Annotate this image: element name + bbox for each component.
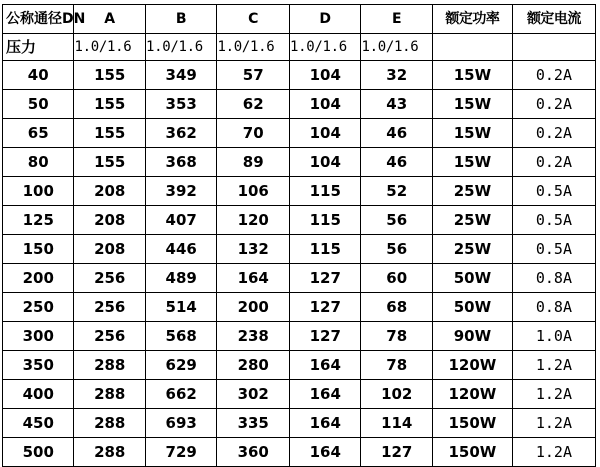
cell-e: 32 [361,61,432,90]
table-row [3,380,596,409]
cell-e: 68 [361,293,432,322]
cell-c: 120 [217,206,290,235]
pressure-row [3,34,596,61]
cell-b: 446 [145,235,216,264]
cell-c: 57 [217,61,290,90]
cell-dn: 40 [3,61,74,90]
cell-d: 115 [290,206,361,235]
cell-power: 25W [432,235,512,264]
cell-dn: 100 [3,177,74,206]
cell-d: 104 [290,119,361,148]
cell-a: 288 [74,438,145,467]
cell-dn: 300 [3,322,74,351]
cell-e: 56 [361,206,432,235]
cell-d: 164 [290,409,361,438]
cell-c: 302 [217,380,290,409]
cell-current: 1.2A [512,409,595,438]
table-row [3,438,596,467]
cell-b: 362 [145,119,216,148]
pressure-power [432,34,512,61]
spec-table [2,4,596,467]
cell-a: 155 [74,61,145,90]
cell-c: 89 [217,148,290,177]
cell-current: 0.2A [512,61,595,90]
cell-e: 114 [361,409,432,438]
cell-dn: 450 [3,409,74,438]
header-d: D [290,5,361,34]
cell-dn: 400 [3,380,74,409]
cell-a: 155 [74,90,145,119]
header-current: 额定电流 [512,5,595,34]
cell-power: 50W [432,293,512,322]
header-b: B [145,5,216,34]
cell-d: 127 [290,264,361,293]
cell-c: 335 [217,409,290,438]
cell-power: 25W [432,177,512,206]
header-e: E [361,5,432,34]
cell-power: 120W [432,351,512,380]
cell-power: 90W [432,322,512,351]
header-a: A [74,5,145,34]
cell-c: 70 [217,119,290,148]
cell-b: 349 [145,61,216,90]
cell-d: 164 [290,380,361,409]
cell-dn: 500 [3,438,74,467]
cell-b: 729 [145,438,216,467]
pressure-e: 1.0/1.6 [361,34,432,61]
cell-d: 104 [290,148,361,177]
cell-power: 25W [432,206,512,235]
cell-d: 127 [290,293,361,322]
cell-e: 46 [361,119,432,148]
cell-current: 1.0A [512,322,595,351]
table-row [3,235,596,264]
cell-current: 0.2A [512,119,595,148]
cell-a: 288 [74,351,145,380]
cell-c: 106 [217,177,290,206]
cell-e: 56 [361,235,432,264]
cell-b: 353 [145,90,216,119]
cell-a: 256 [74,322,145,351]
cell-b: 407 [145,206,216,235]
cell-current: 1.2A [512,380,595,409]
cell-c: 132 [217,235,290,264]
table-row [3,119,596,148]
table-row [3,264,596,293]
cell-dn: 350 [3,351,74,380]
table-row [3,148,596,177]
cell-a: 288 [74,380,145,409]
cell-e: 52 [361,177,432,206]
cell-c: 200 [217,293,290,322]
cell-e: 78 [361,322,432,351]
cell-e: 60 [361,264,432,293]
cell-power: 15W [432,148,512,177]
cell-b: 514 [145,293,216,322]
cell-e: 78 [361,351,432,380]
cell-c: 238 [217,322,290,351]
table-row [3,61,596,90]
cell-current: 1.2A [512,351,595,380]
header-row [3,5,596,34]
cell-b: 489 [145,264,216,293]
pressure-b: 1.0/1.6 [145,34,216,61]
cell-power: 120W [432,380,512,409]
cell-e: 102 [361,380,432,409]
cell-a: 288 [74,409,145,438]
cell-current: 1.2A [512,438,595,467]
table-row [3,177,596,206]
pressure-a: 1.0/1.6 [74,34,145,61]
cell-power: 15W [432,90,512,119]
cell-dn: 250 [3,293,74,322]
cell-power: 15W [432,119,512,148]
cell-current: 0.2A [512,148,595,177]
pressure-label: 压力 [3,34,74,61]
cell-dn: 50 [3,90,74,119]
cell-a: 256 [74,264,145,293]
cell-a: 155 [74,119,145,148]
cell-e: 46 [361,148,432,177]
cell-b: 392 [145,177,216,206]
cell-c: 164 [217,264,290,293]
cell-e: 43 [361,90,432,119]
cell-dn: 150 [3,235,74,264]
cell-b: 693 [145,409,216,438]
cell-c: 62 [217,90,290,119]
cell-power: 50W [432,264,512,293]
cell-power: 15W [432,61,512,90]
pressure-d: 1.0/1.6 [290,34,361,61]
cell-a: 208 [74,206,145,235]
cell-power: 150W [432,438,512,467]
cell-d: 104 [290,90,361,119]
pressure-current [512,34,595,61]
cell-current: 0.5A [512,235,595,264]
cell-a: 208 [74,235,145,264]
header-power: 额定功率 [432,5,512,34]
cell-d: 104 [290,61,361,90]
table-row [3,206,596,235]
cell-current: 0.8A [512,264,595,293]
table-row [3,322,596,351]
cell-current: 0.5A [512,206,595,235]
cell-b: 568 [145,322,216,351]
cell-dn: 125 [3,206,74,235]
cell-current: 0.5A [512,177,595,206]
cell-d: 164 [290,351,361,380]
pressure-c: 1.0/1.6 [217,34,290,61]
table-row [3,90,596,119]
cell-dn: 80 [3,148,74,177]
cell-dn: 200 [3,264,74,293]
cell-current: 0.8A [512,293,595,322]
cell-power: 150W [432,409,512,438]
cell-d: 115 [290,235,361,264]
cell-a: 256 [74,293,145,322]
table-row [3,351,596,380]
cell-b: 629 [145,351,216,380]
cell-current: 0.2A [512,90,595,119]
cell-a: 155 [74,148,145,177]
table-row [3,409,596,438]
cell-c: 360 [217,438,290,467]
cell-d: 115 [290,177,361,206]
cell-b: 662 [145,380,216,409]
cell-e: 127 [361,438,432,467]
cell-c: 280 [217,351,290,380]
cell-d: 127 [290,322,361,351]
header-c: C [217,5,290,34]
cell-a: 208 [74,177,145,206]
header-dn: 公称通径DN [3,5,74,34]
cell-d: 164 [290,438,361,467]
cell-b: 368 [145,148,216,177]
cell-dn: 65 [3,119,74,148]
table-row [3,293,596,322]
